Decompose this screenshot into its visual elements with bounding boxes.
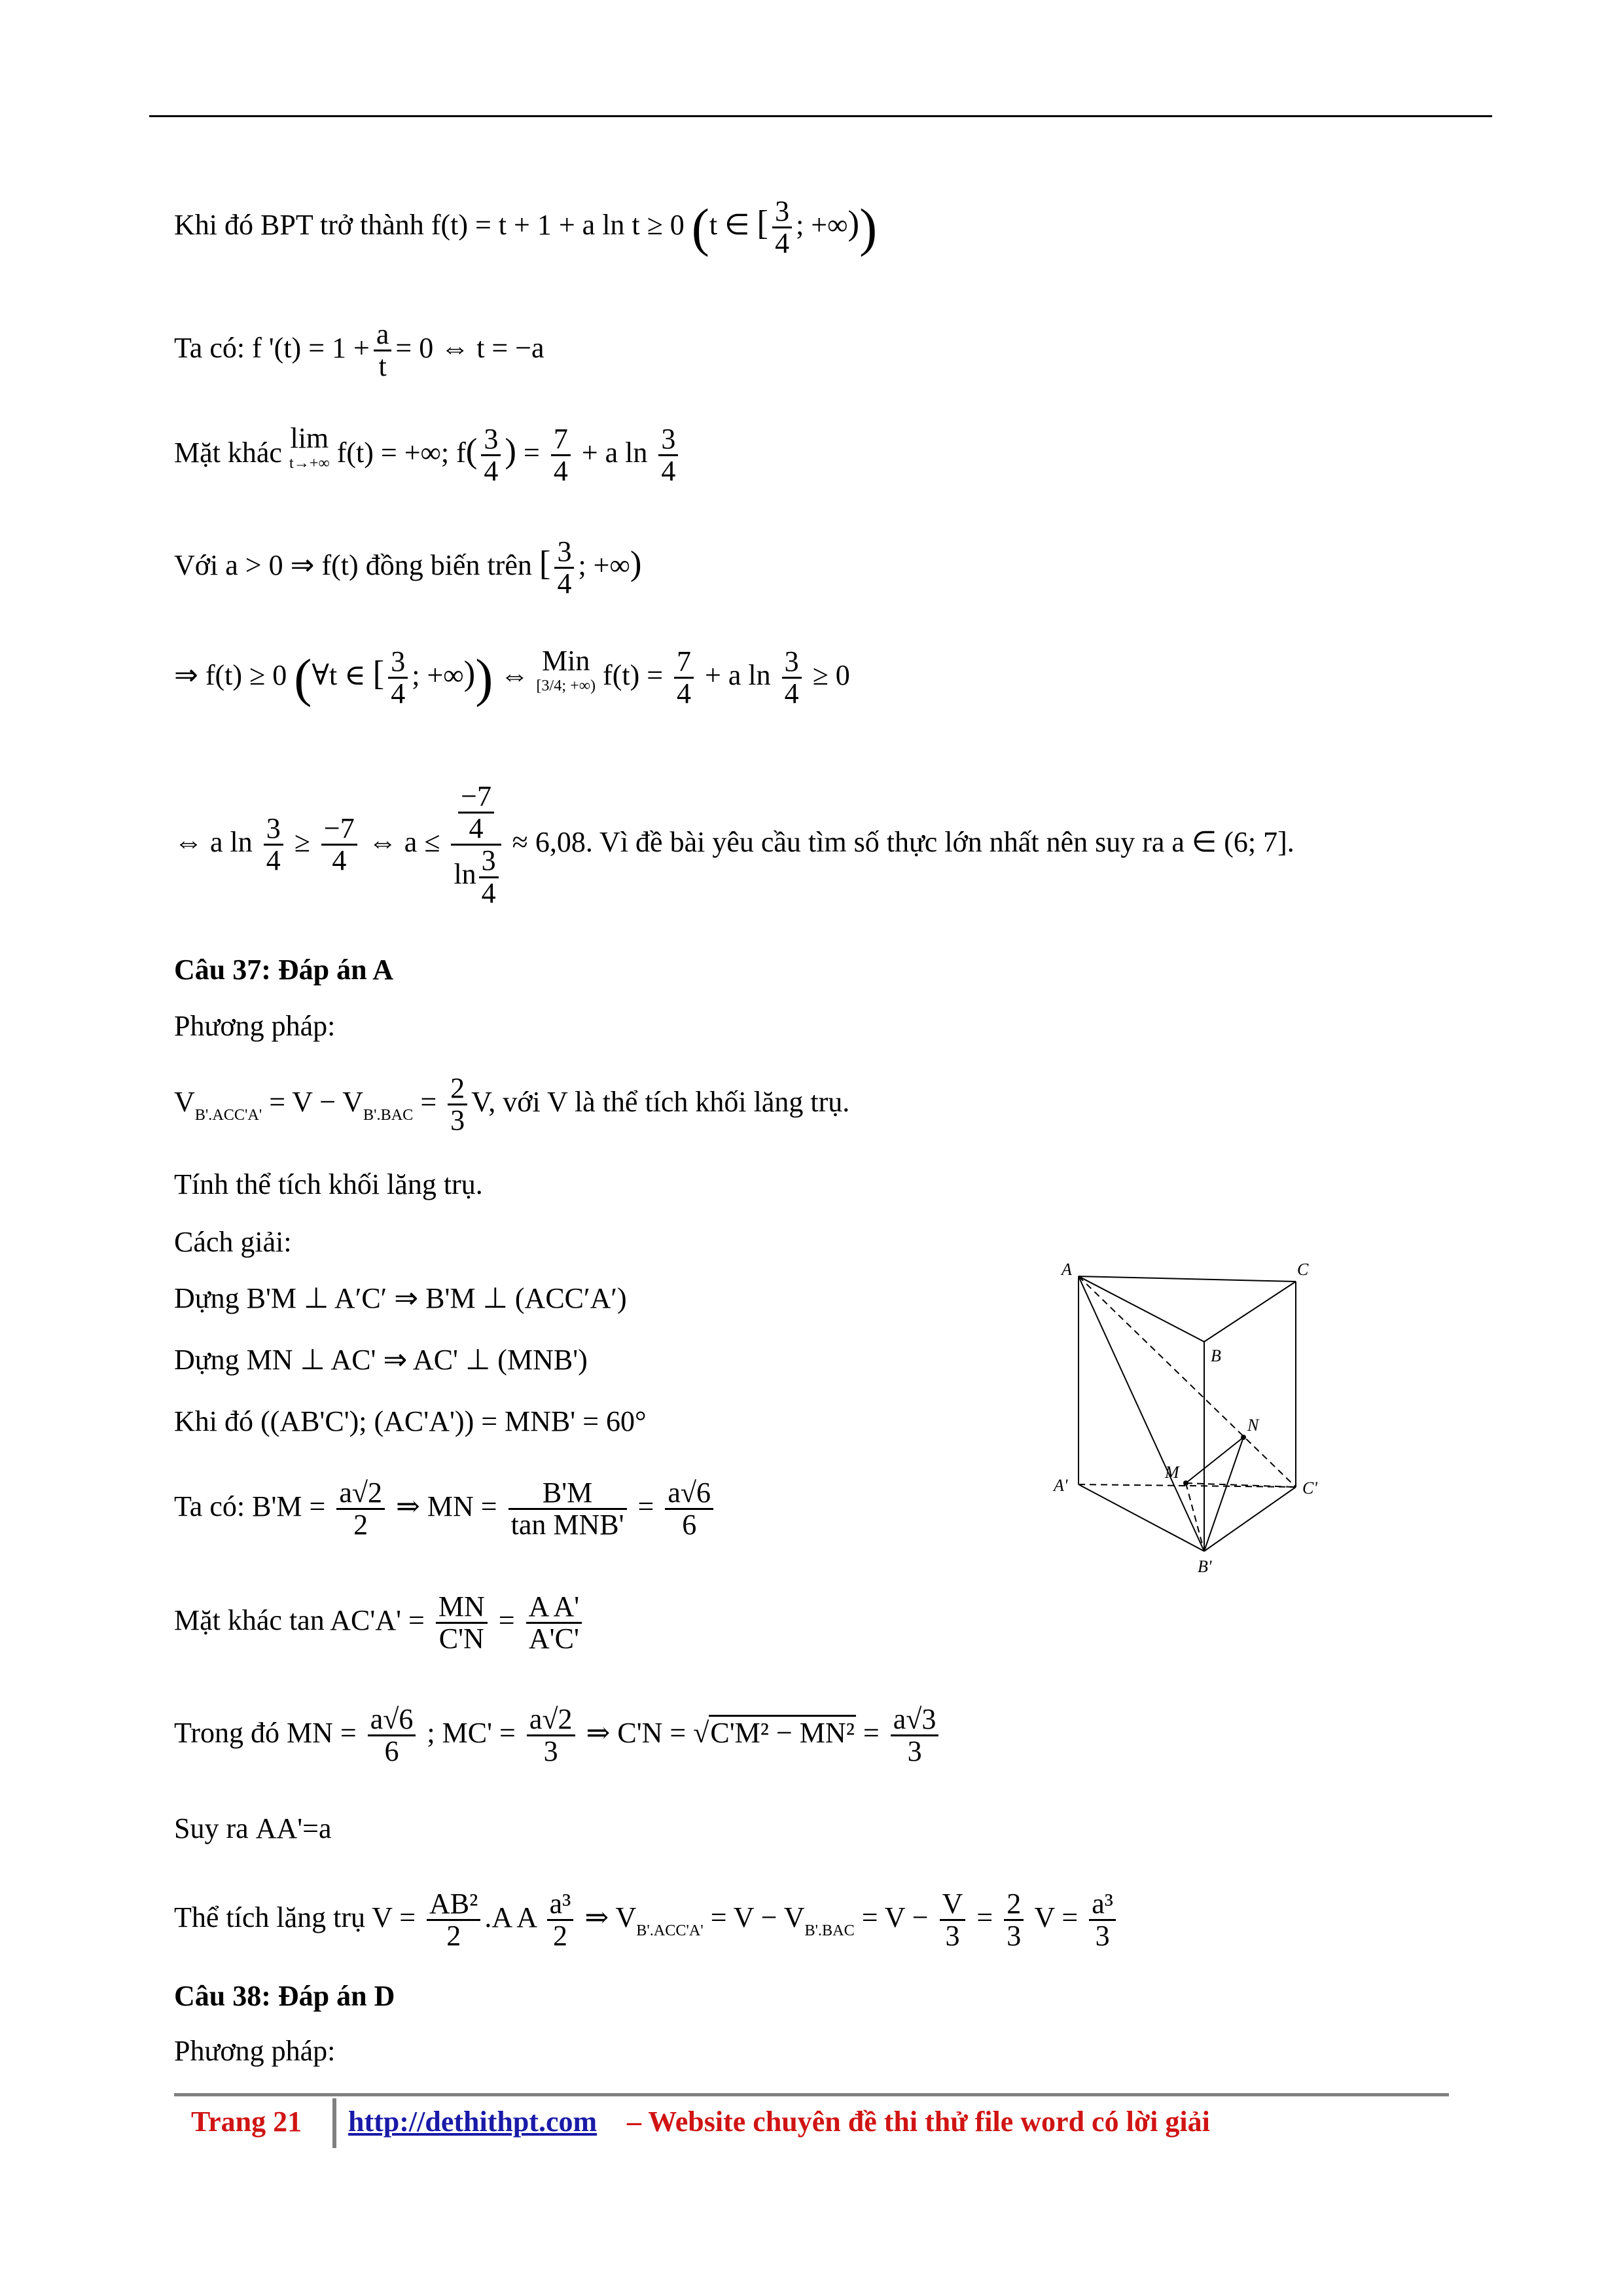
edge-AB (1079, 1276, 1204, 1342)
step-6: Trong đó MN = $\frac{a√6}{6}$ ; MC' = $\frac{a√2}{3}$ ⇒ C'N = √C'M² − MN² = $\frac{a√3}{3}$ (174, 1704, 942, 1767)
q38-method: Phương pháp: (174, 2035, 336, 2067)
footer-divider (332, 2098, 336, 2148)
step-3: Khi đó ((AB'C'); (AC'A')) = MNB' = 60° (174, 1405, 647, 1437)
min-line: ⇒ f(t) ≥ 0 (∀t ∈ [ $\frac{3}{4}$ ; +∞)) ⇔ Min [3/4; +∞) f(t) = $\frac{7}{4}$ + a ln $\frac{3}{4}$ ≥ 0 (174, 645, 850, 710)
step-8: Thể tích lăng trụ V = $\frac{\text{AB²}}{2}$ .A A $\frac{\text{a³}}{2}$ ⇒ $V_{B'.ACC'A'} = V - V_{B'.BAC} = V$ − $\frac{V}{3}$ = $\frac{2}{3}$ V = $\frac{\text{a³}}{3}$ (174, 1889, 1120, 1951)
dash-AC1 (1079, 1276, 1296, 1487)
step-1: Dựng B'M ⊥ A′C′ ⇒ B'M ⊥ (ACC′A′) (174, 1282, 627, 1314)
edge-AB1 (1079, 1276, 1204, 1551)
step-4: Ta có: B'M = $\frac{a√2}{2}$ ⇒ MN = $\frac{B'M}{\text{tan MNB'}}$ = $\frac{a√6}{6}$ (174, 1478, 717, 1540)
edge-C1B1 (1204, 1487, 1296, 1551)
edge-AC (1079, 1276, 1296, 1282)
edge-NB1 (1204, 1437, 1243, 1551)
label-A1: A' (1054, 1476, 1068, 1495)
solution-label: Cách giải: (174, 1226, 292, 1258)
footer-rule (174, 2093, 1449, 2096)
label-B: B (1211, 1346, 1221, 1365)
step-5: Mặt khác tan AC'A' = $\frac{MN}{C'N}$ = $\frac{\text{A A'}}{A'C'}$ (174, 1592, 586, 1654)
label-C1: C' (1302, 1479, 1317, 1498)
edge-A1B1 (1079, 1484, 1204, 1551)
limit-line: Mặt khác lim t→+∞ f(t) = +∞; f( $\frac{3}{4}$ ) = $\frac{7}{4}$ + a ln $\frac{3}{4}$ (174, 424, 682, 486)
answer-line: ⇔ a ln $\frac{3}{4}$ ≥ $\frac{-7}{4}$ ⇔ a ≤ $\frac{-7}{4}$ ln $\frac{3}{4}$ ≈ 6,08. Vì đề bài yêu cầu tìm số thực lớn nhất nên suy ra a ∈ (6; 7]. (174, 780, 1294, 909)
derivative-line: Ta có: f '(t) = 1 + $\frac{a}{t}$ = 0 ⇔ t = −a (174, 318, 544, 383)
label-M: M (1165, 1463, 1179, 1482)
header-rule (149, 115, 1492, 117)
step-2: Dựng MN ⊥ AC' ⇒ AC' ⊥ (MNB') (174, 1344, 588, 1376)
q37-method: Phương pháp: (174, 1010, 336, 1042)
calc-volume-text: Tính thể tích khối lăng trụ. (174, 1168, 483, 1200)
prism-figure (1047, 1257, 1348, 1610)
edge-BC (1204, 1282, 1296, 1342)
label-A: A (1061, 1260, 1072, 1279)
website-link[interactable]: http://dethithpt.com (348, 2106, 597, 2138)
bpt-line: Khi đó BPT trở thành f(t) = t + 1 + a ln t ≥ 0 (t ∈ [ $\frac{3}{4}$ ; +∞)) (174, 195, 878, 260)
step-7: Suy ra AA'=a (174, 1812, 332, 1844)
monotone-line: Với a > 0 ⇒ f(t) đồng biến trên [ $\frac{3}{4}$ ; +∞) (174, 535, 642, 600)
q37-title: Câu 37: Đáp án A (174, 954, 393, 986)
label-B1: B' (1198, 1557, 1212, 1576)
label-N: N (1247, 1416, 1259, 1435)
q38-title: Câu 38: Đáp án D (174, 1980, 395, 2012)
page-number: Trang 21 (191, 2106, 302, 2138)
label-C: C (1297, 1260, 1309, 1279)
footer-tagline: – Website chuyên đề thi thử file word có lời giải (627, 2106, 1210, 2138)
edge-MN (1186, 1437, 1243, 1483)
q37-formula: $V_{B'.ACC'A'} = V - V_{B'.BAC}$ = $\frac{2}{3}$ V, với V là thể tích khối lăng trụ. (174, 1072, 850, 1137)
